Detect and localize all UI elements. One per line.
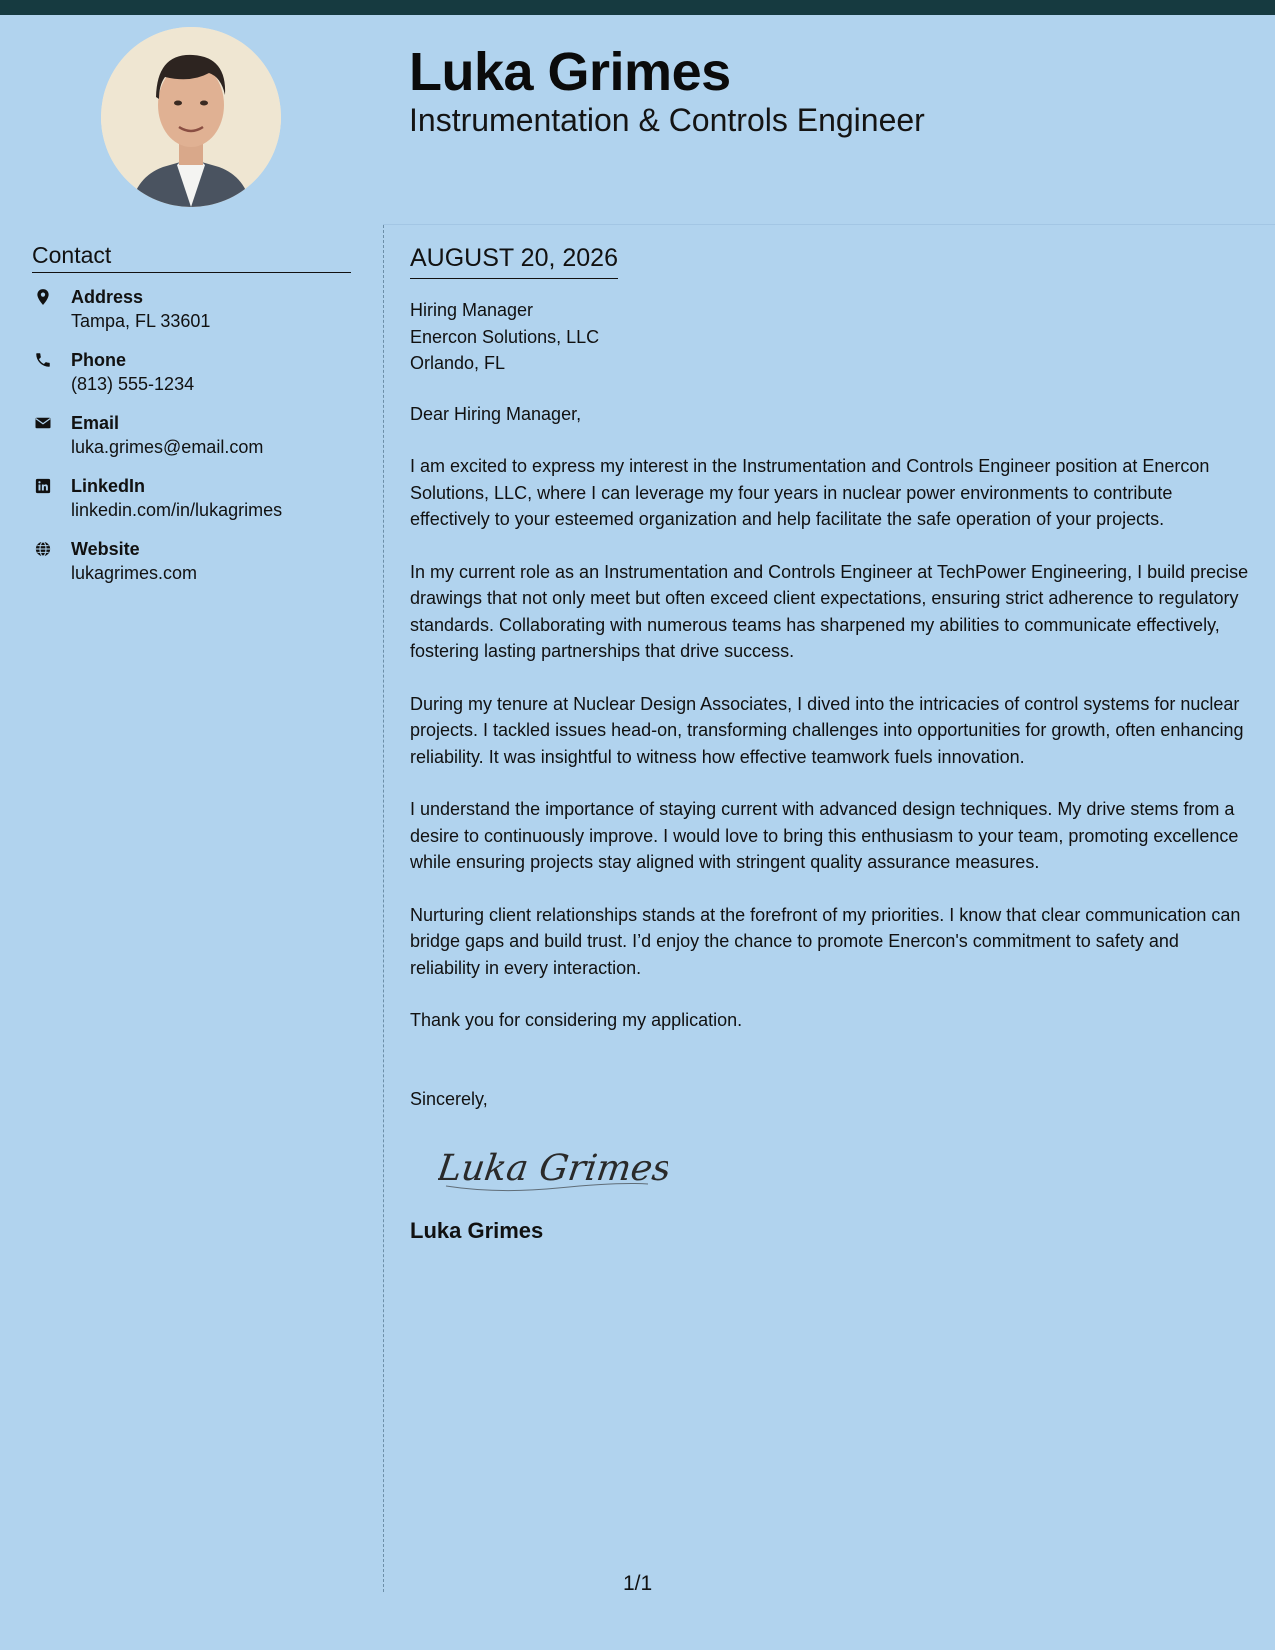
sidebar: [32, 240, 351, 600]
signature: [438, 1138, 1250, 1198]
header: [409, 40, 925, 140]
contact-label: Phone: [71, 350, 127, 370]
contact-label: Address: [71, 287, 144, 307]
letter-date: AUGUST 20, 2026: [410, 240, 618, 279]
letter-paragraph: Thank you for considering my application.: [410, 1010, 743, 1030]
letter-paragraph: I am excited to express my interest in the Instrumentation and Controls Engineer position at Enercon Solutions, LLC, where I can leverage my four years in nuclear power environments to contribute effectively to your esteemed organization and help facilitate the safe operation of your projects.: [410, 456, 1210, 529]
phone-icon: [34, 351, 52, 369]
contact-heading: Contact: [32, 240, 351, 273]
contact-label: LinkedIn: [71, 476, 146, 496]
job-title: Instrumentation & Controls Engineer: [409, 102, 925, 138]
contact-label: Email: [71, 413, 120, 433]
letter-body: [410, 240, 1250, 1246]
letter-paragraph: In my current role as an Instrumentation and Controls Engineer at TechPower Engineering, I build precise drawings that not only meet but often exceed client expectations, ensuring strict adherence to regulatory standards. Collaborating with numerous teams has sharpened my abilities to communicate effectively, fostering lasting partnerships that drive success.: [410, 561, 1249, 661]
signature-text: Luka Grimes: [438, 1146, 668, 1189]
recipient-line: Hiring Manager: [410, 300, 534, 320]
globe-icon: [34, 540, 52, 558]
linkedin-icon: [34, 477, 52, 495]
candidate-name: Luka Grimes: [409, 42, 731, 102]
contact-item-phone: [32, 348, 351, 411]
contact-item-linkedin: [32, 474, 351, 537]
contact-item-website: [32, 537, 351, 600]
recipient-line: Enercon Solutions, LLC: [410, 326, 600, 347]
contact-item-email: [32, 411, 351, 474]
email-value: luka.grimes@email.com: [71, 437, 264, 457]
closing: Sincerely,: [410, 1088, 488, 1109]
letter-paragraph: Nurturing client relationships stands at the forefront of my priorities. I know that clear communication can bridge gaps and build trust. I’d enjoy the chance to promote Enercon's commitment to safety and reliability in every interaction.: [410, 904, 1241, 978]
header-divider: [383, 224, 1275, 225]
envelope-icon: [34, 414, 52, 432]
page-number: 1/1: [623, 1572, 653, 1595]
contact-item-address: [32, 285, 351, 348]
website-value: lukagrimes.com: [71, 563, 198, 583]
column-divider: [383, 225, 384, 1592]
contact-label: Website: [71, 539, 140, 559]
contact-list: [32, 285, 351, 600]
recipient-line: Orlando, FL: [410, 353, 506, 373]
profile-photo: [101, 27, 281, 207]
phone-value: (813) 555-1234: [71, 374, 195, 394]
letter-paragraph: During my tenure at Nuclear Design Associates, I dived into the intricacies of control systems for nuclear projects. I tackled issues head-on, transforming challenges into opportunities for growth, often enhancing reliability. It was insightful to witness how effective teamwork fuels innovation.: [410, 693, 1244, 767]
signed-name: Luka Grimes: [410, 1218, 544, 1243]
salutation: Dear Hiring Manager,: [410, 403, 582, 424]
address-value: Tampa, FL 33601: [71, 311, 211, 331]
map-pin-icon: [34, 288, 52, 306]
linkedin-value: linkedin.com/in/lukagrimes: [71, 500, 283, 520]
recipient-block: [410, 297, 1250, 377]
letter-paragraph: I understand the importance of staying current with advanced design techniques. My drive stems from a desire to continuously improve. I would love to bring this enthusiasm to your team, promoting excellence while ensuring projects stay aligned with stringent quality assurance measures.: [410, 799, 1239, 872]
top-bar: [0, 0, 1275, 15]
